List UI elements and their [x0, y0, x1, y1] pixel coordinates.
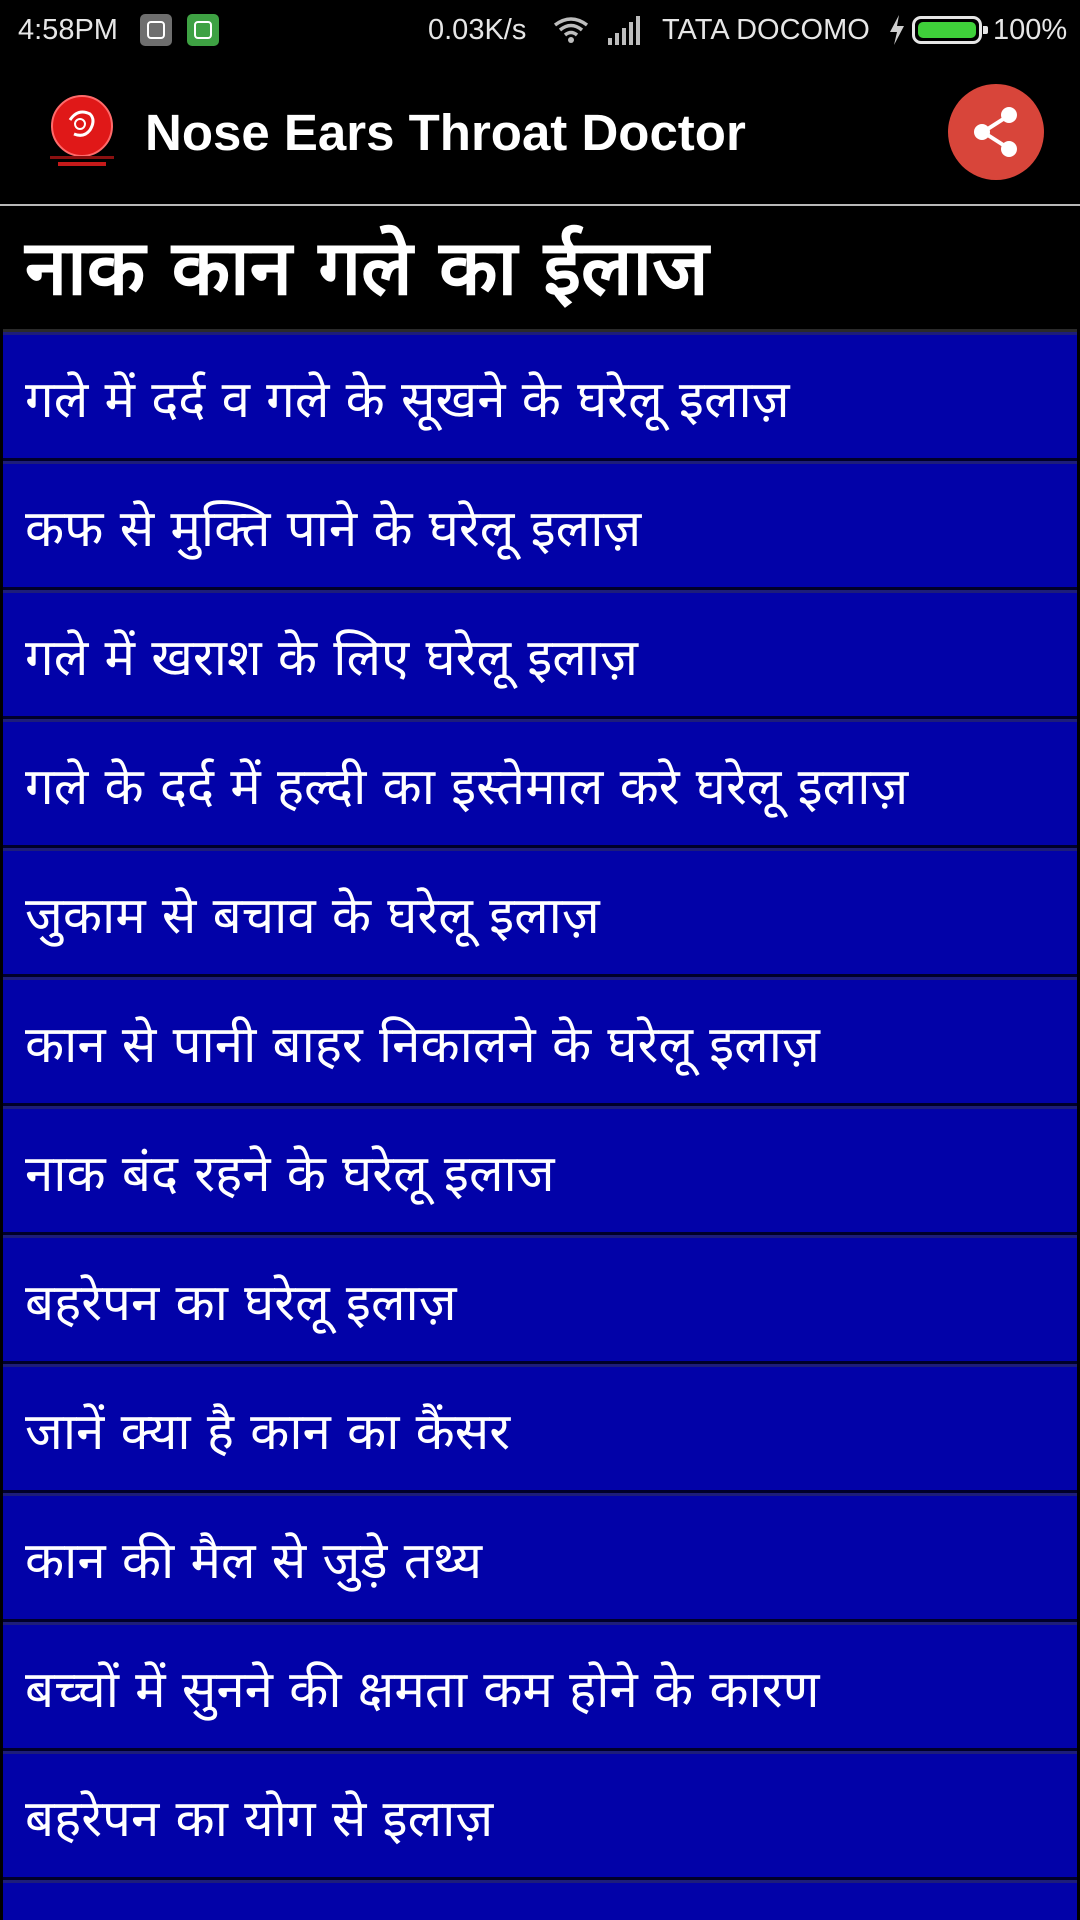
list-item-label: जानें क्या है कान का कैंसर: [25, 1402, 511, 1462]
charging-icon: [888, 14, 906, 50]
list-item[interactable]: [3, 1493, 1077, 1622]
notification-android-icon: [187, 14, 219, 46]
remedy-list[interactable]: [3, 332, 1077, 1920]
list-item[interactable]: [3, 1106, 1077, 1235]
section-header: [3, 206, 1077, 332]
share-button[interactable]: [948, 84, 1044, 180]
list-item-label: बहरेपन का योग से इलाज़: [25, 1789, 494, 1849]
list-item[interactable]: [3, 1235, 1077, 1364]
list-item-label: जुकाम से बचाव के घरेलू इलाज़: [25, 886, 600, 946]
section-title: नाक कान गले का ईलाज: [25, 223, 709, 312]
list-item-label: कान की मैल से जुड़े तथ्य: [25, 1531, 483, 1591]
list-item[interactable]: [3, 848, 1077, 977]
battery-percent: 100%: [993, 14, 1068, 46]
signal-icon: [606, 14, 642, 50]
list-item-label: नाक बंद रहने के घरेलू इलाज: [25, 1144, 555, 1204]
list-item[interactable]: [3, 1751, 1077, 1880]
notification-app-icon: [140, 14, 172, 46]
list-item-label: बहरेपन का घरेलू इलाज़: [25, 1273, 457, 1333]
content-area[interactable]: [0, 206, 1080, 1920]
list-item[interactable]: [3, 1880, 1077, 1920]
list-item-label: बच्चों में सुनने की क्षमता कम होने के कारण: [25, 1660, 820, 1720]
list-item-label: गले में दर्द व गले के सूखने के घरेलू इलाज़: [25, 370, 790, 430]
app-bar: [0, 60, 1080, 204]
list-item-label: कान से पानी बाहर निकालने के घरेलू इलाज़: [25, 1015, 820, 1075]
share-icon: [968, 104, 1024, 160]
carrier-name: TATA DOCOMO: [662, 14, 870, 46]
list-item[interactable]: [3, 590, 1077, 719]
app-title: Nose Ears Throat Doctor: [145, 104, 746, 161]
list-item[interactable]: [3, 461, 1077, 590]
status-time: 4:58PM: [18, 14, 118, 46]
wifi-icon: [553, 16, 589, 48]
status-bar: [0, 0, 1080, 60]
list-item[interactable]: [3, 332, 1077, 461]
list-item-label: गले के दर्द में हल्दी का इस्तेमाल करे घरेलू इलाज़: [25, 757, 909, 817]
battery-icon: [912, 16, 982, 44]
list-item[interactable]: [3, 1622, 1077, 1751]
clinic-logo-icon: [44, 90, 120, 170]
list-item-label: गले में खराश के लिए घरेलू इलाज़: [25, 628, 638, 688]
list-item[interactable]: [3, 977, 1077, 1106]
list-item-label: कफ से मुक्ति पाने के घरेलू इलाज़: [25, 499, 642, 559]
list-item[interactable]: [3, 719, 1077, 848]
list-item[interactable]: [3, 1364, 1077, 1493]
network-speed: 0.03K/s: [428, 14, 527, 46]
